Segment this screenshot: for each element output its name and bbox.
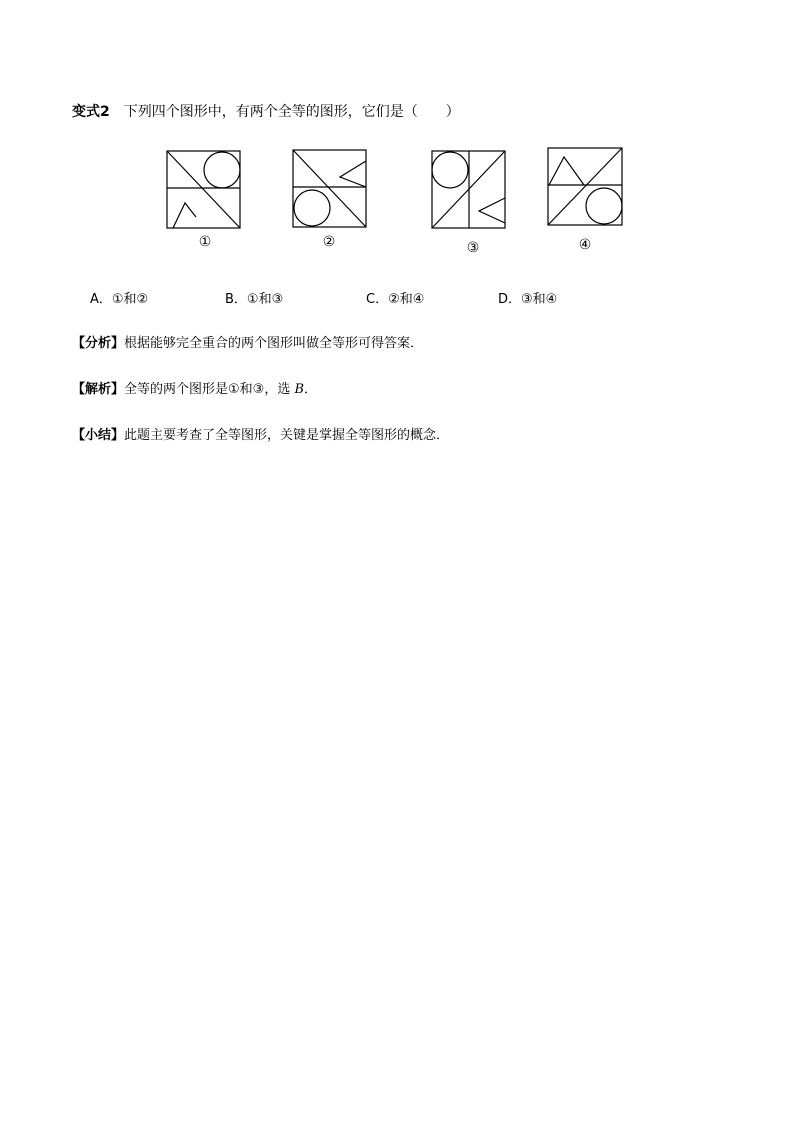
solution-tag: 【解析】 [72, 382, 125, 397]
figure-4-drawing [547, 147, 624, 227]
figure-1-label: ① [198, 234, 212, 250]
summary-paragraph [72, 424, 449, 443]
option-d-letter: D． [498, 292, 522, 307]
option-b-letter: B． [225, 292, 247, 307]
question-text: 下列四个图形中，有两个全等的图形，它们是（ ） [123, 104, 460, 120]
solution-text: 全等的两个图形是①和③，选 [124, 382, 295, 397]
question-tag: 变式2 [72, 104, 110, 120]
figure-3 [431, 150, 507, 230]
option-a-letter: A． [90, 292, 112, 307]
solution-answer: B [294, 382, 305, 397]
option-b-text: ①和③ [246, 292, 284, 307]
analysis-paragraph [72, 332, 423, 351]
option-c-text: ②和④ [388, 292, 425, 307]
figure-2-drawing [292, 149, 368, 229]
option-d-text: ③和④ [521, 292, 558, 307]
figure-1-drawing [166, 150, 242, 230]
option-b[interactable] [225, 288, 283, 307]
option-c-letter: C． [366, 292, 389, 307]
solution-period: ． [304, 382, 318, 397]
analysis-text: 根据能够完全重合的两个图形叫做全等形可得答案． [124, 336, 424, 351]
figure-2-label: ② [322, 234, 336, 250]
analysis-tag: 【分析】 [72, 336, 125, 351]
figure-2 [292, 149, 368, 229]
figure-3-drawing [431, 150, 507, 230]
option-c[interactable] [366, 288, 424, 307]
option-a-text: ①和② [111, 292, 149, 307]
option-d[interactable] [498, 288, 557, 307]
question-title [72, 101, 460, 121]
figure-4 [547, 147, 624, 227]
figure-1 [166, 150, 242, 230]
figure-3-label: ③ [466, 240, 480, 256]
summary-text: 此题主要考查了全等图形，关键是掌握全等图形的概念． [124, 428, 450, 443]
option-a[interactable] [90, 288, 148, 307]
solution-paragraph [72, 378, 317, 397]
summary-tag: 【小结】 [72, 428, 125, 443]
figure-4-label: ④ [578, 237, 592, 253]
